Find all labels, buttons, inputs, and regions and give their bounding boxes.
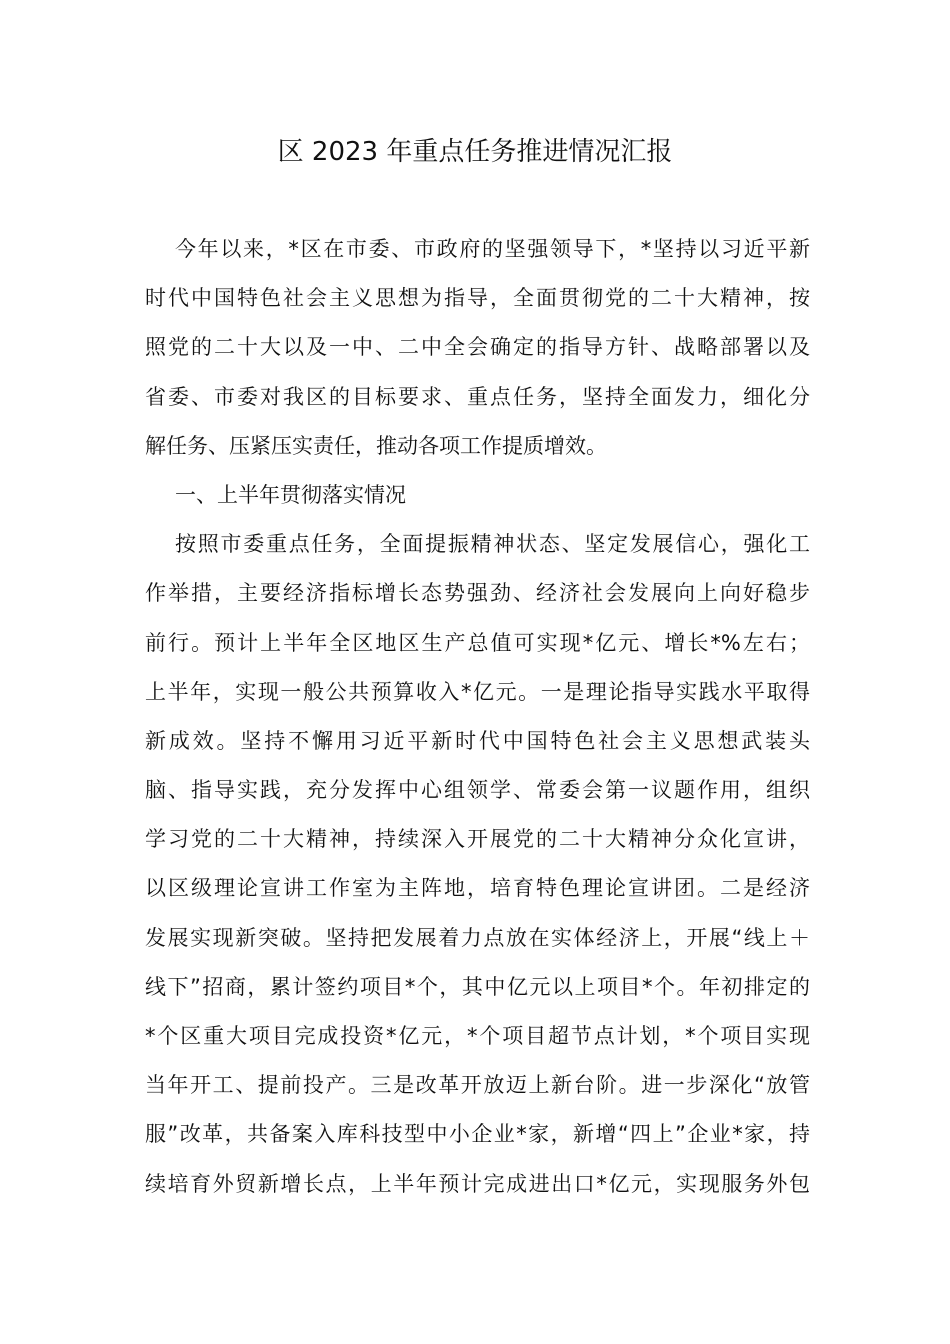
paragraph-2-line-3: 前行。预计上半年全区地区生产总值可实现*亿元、增长*%左右； xyxy=(145,630,810,655)
paragraph-2-line-10: 线下”招商，累计签约项目*个，其中亿元以上项目*个。年初排定的 xyxy=(145,974,810,999)
paragraph-1-line-3: 照党的二十大以及一中、二中全会确定的指导方针、战略部署以及 xyxy=(145,335,810,360)
paragraph-2-line-6: 脑、指导实践，充分发挥中心组领学、常委会第一议题作用，组织 xyxy=(145,778,810,803)
paragraph-2-line-14: 续培育外贸新增长点，上半年预计完成进出口*亿元，实现服务外包 xyxy=(145,1171,810,1196)
paragraph-2-line-12: 当年开工、提前投产。三是改革开放迈上新台阶。进一步深化“放管 xyxy=(145,1073,810,1098)
paragraph-1-line-4: 省委、市委对我区的目标要求、重点任务，坚持全面发力，细化分 xyxy=(145,384,810,409)
paragraph-2-line-11: *个区重大项目完成投资*亿元，*个项目超节点计划，*个项目实现 xyxy=(145,1024,810,1048)
paragraph-1-line-1: 今年以来，*区在市委、市政府的坚强领导下，*坚持以习近平新 xyxy=(175,237,810,261)
paragraph-2-line-9: 发展实现新突破。坚持把发展着力点放在实体经济上，开展“线上＋ xyxy=(145,925,810,950)
section-heading-1: 一、上半年贯彻落实情况 xyxy=(175,482,406,507)
paragraph-2-line-8: 以区级理论宣讲工作室为主阵地，培育特色理论宣讲团。二是经济 xyxy=(145,876,810,901)
document-body xyxy=(145,225,810,1209)
paragraph-1-line-2: 时代中国特色社会主义思想为指导，全面贯彻党的二十大精神，按 xyxy=(145,286,810,311)
paragraph-2-line-13: 服”改革，共备案入库科技型中小企业*家，新增“四上”企业*家，持 xyxy=(145,1122,810,1147)
paragraph-2-line-4: 上半年，实现一般公共预算收入*亿元。一是理论指导实践水平取得 xyxy=(145,679,810,704)
document-title: 区 2023 年重点任务推进情况汇报 xyxy=(277,137,673,167)
paragraph-2-line-5: 新成效。坚持不懈用习近平新时代中国特色社会主义思想武装头 xyxy=(145,728,810,753)
paragraph-2-line-2: 作举措，主要经济指标增长态势强劲、经济社会发展向上向好稳步 xyxy=(145,581,810,606)
paragraph-2-line-7: 学习党的二十大精神，持续深入开展党的二十大精神分众化宣讲， xyxy=(145,827,810,852)
paragraph-1-line-5: 解任务、压紧压实责任，推动各项工作提质增效。 xyxy=(145,433,607,458)
paragraph-2-line-1: 按照市委重点任务，全面提振精神状态、坚定发展信心，强化工 xyxy=(175,532,810,557)
